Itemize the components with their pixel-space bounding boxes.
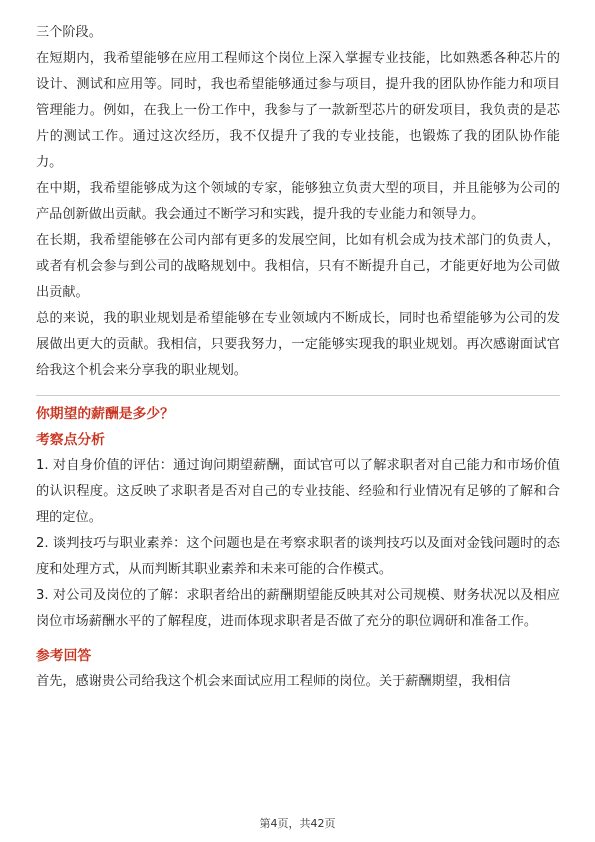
section-divider — [36, 395, 560, 396]
analysis-point-2: 2. 谈判技巧与职业素养：这个问题也是在考察求职者的谈判技巧以及面对金钱问题时的态度和处理方式，从而判断其职业素养和未来可能的合作模式。 — [36, 536, 560, 577]
answer-heading: 参考回答 — [36, 648, 92, 664]
answer-paragraph: 首先，感谢贵公司给我这个机会来面试应用工程师的岗位。关于薪酬期望，我相信 — [36, 674, 511, 689]
analysis-point-1: 1. 对自身价值的评估：通过询问期望薪酬，面试官可以了解求职者对自己能力和市场价值的认识程度。这反映了求职者是否对自己的专业技能、经验和行业情况有足够的了解和合理的定位。 — [36, 458, 560, 525]
paragraph-summary: 总的来说，我的职业规划是希望能够在专业领域内不断成长，同时也希望能够为公司的发展做出更大的贡献。我相信，只要我努力，一定能够实现我的职业规划。再次感谢面试官给我这个机会来分享我的职业规划。 — [36, 311, 560, 378]
paragraph-short-term: 在短期内，我希望能够在应用工程师这个岗位上深入掌握专业技能，比如熟悉各种芯片的设计、测试和应用等。同时，我也希望能够通过参与项目，提升我的团队协作能力和项目管理能力。例如，在我上一份工作中，我参与了一款新型芯片的研发项目，我负责的是芯片的测试工作。通过这次经历，我不仅提升了我的专业技能，也锻炼了我的团队协作能力。 — [36, 51, 560, 170]
question-heading: 你期望的薪酬是多少？ — [36, 406, 174, 422]
section-gap — [36, 635, 560, 643]
paragraph-mid-term: 在中期，我希望能够成为这个领域的专家，能够独立负责大型的项目，并且能够为公司的产品创新做出贡献。我会通过不断学习和实践，提升我的专业能力和领导力。 — [36, 181, 560, 222]
paragraph-stage-intro: 三个阶段。 — [36, 25, 102, 40]
analysis-point-3: 3. 对公司及岗位的了解：求职者给出的薪酬期望能反映其对公司规模、财务状况以及相应岗位市场薪酬水平的了解程度，进而体现求职者是否做了充分的职位调研和准备工作。 — [36, 588, 560, 629]
analysis-heading: 考察点分析 — [36, 432, 105, 448]
paragraph-long-term: 在长期，我希望能够在公司内部有更多的发展空间，比如有机会成为技术部门的负责人，或者有机会参与到公司的战略规划中。我相信，只有不断提升自己，才能更好地为公司做出贡献。 — [36, 233, 560, 300]
page-content — [36, 20, 560, 695]
page-footer: 第4页，共42页 — [259, 817, 336, 830]
